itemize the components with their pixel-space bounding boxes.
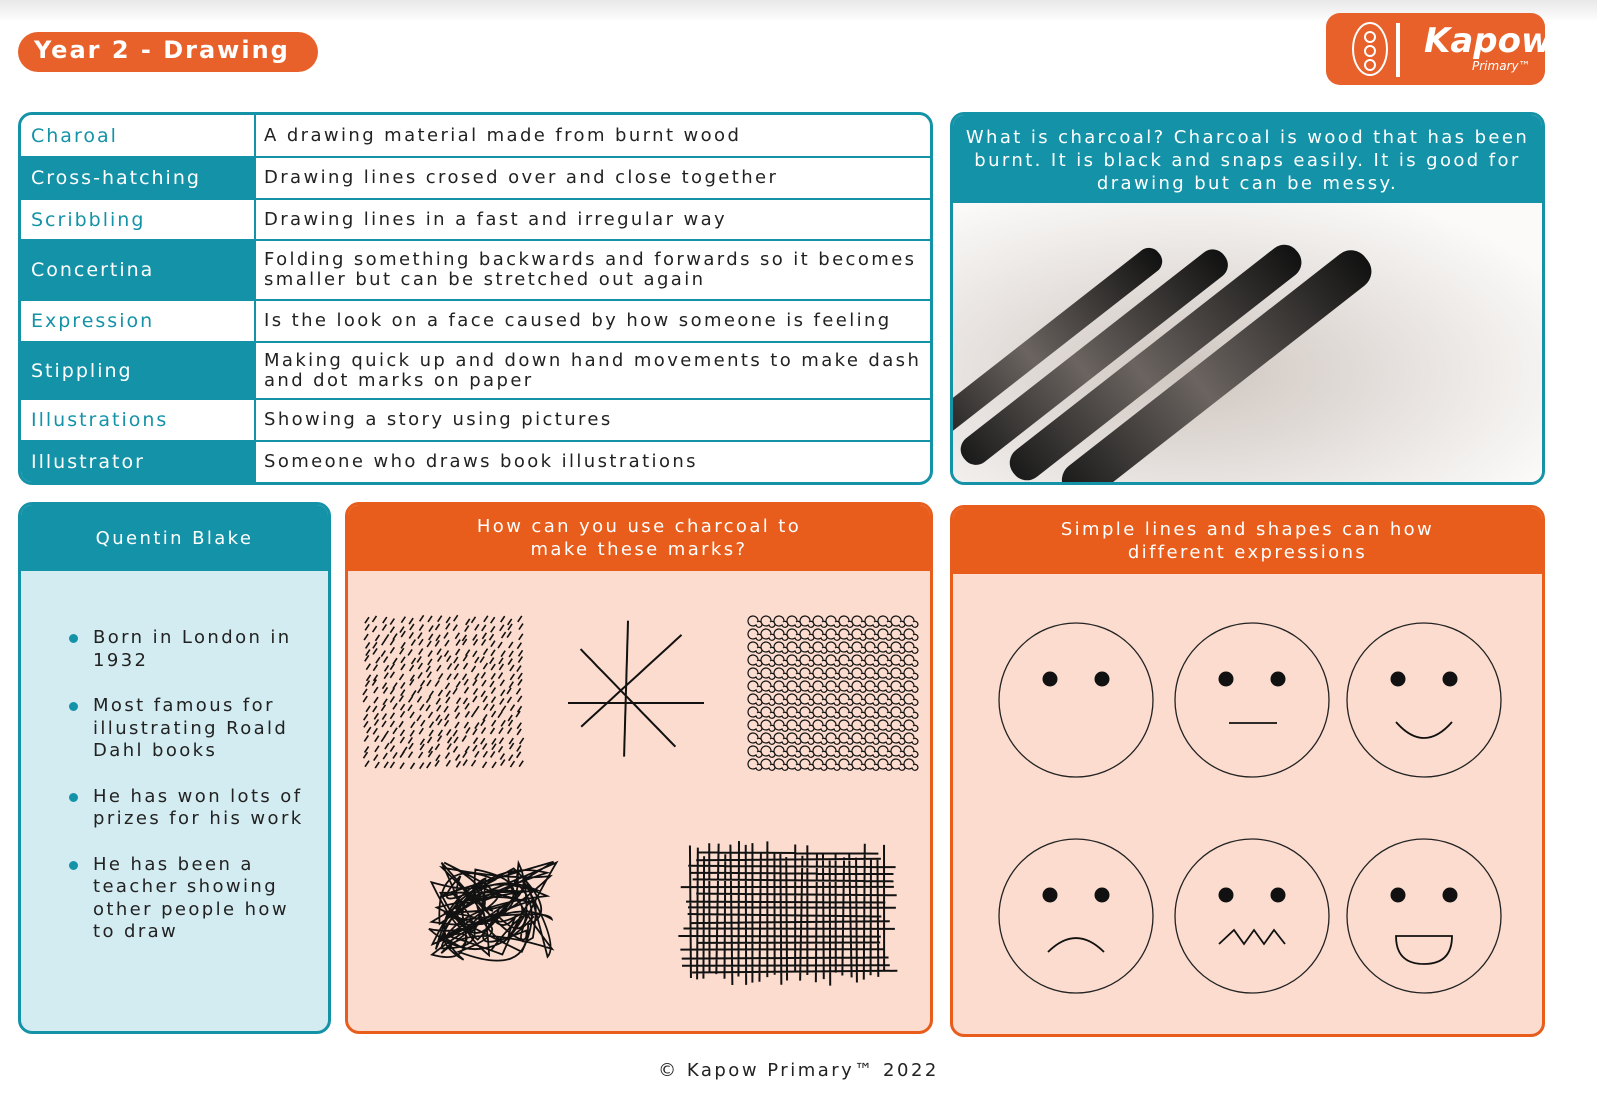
scribble-mark (429, 862, 557, 961)
marks-title: How can you use charcoal to make these marks? (348, 505, 930, 571)
vocabulary-row (21, 115, 930, 156)
bullet-icon (69, 793, 78, 802)
bullet-icon (69, 861, 78, 870)
vocabulary-term: Illustrator (21, 442, 256, 482)
vocabulary-term: Charoal (21, 115, 256, 156)
face-neutral (999, 623, 1153, 777)
faces-illustrations (953, 574, 1542, 1034)
footer-copyright: © Kapow Primary™ 2022 (658, 1060, 939, 1081)
zigzag-hatching-mark (568, 621, 704, 757)
vocabulary-term: Scribbling (21, 200, 256, 239)
face-happy-open (1347, 839, 1501, 993)
vocabulary-row (21, 198, 930, 239)
charcoal-description: What is charcoal? Charcoal is wood that has been burnt. It is black and snaps easily. It is good for drawing but can be messy. (953, 115, 1542, 203)
marks-panel (345, 502, 933, 1034)
vocabulary-term: Expression (21, 301, 256, 340)
facts-list (21, 571, 328, 944)
fact-text: Most famous for illustrating Roald Dahl books (93, 695, 289, 761)
vocabulary-definition: Showing a story using pictures (264, 408, 613, 430)
quentin-blake-panel (18, 502, 331, 1034)
face-straight-mouth (1175, 623, 1329, 777)
stippling-mark (363, 615, 524, 769)
vocabulary-row (21, 156, 930, 197)
vocabulary-definition: Drawing lines in a fast and irregular way (264, 208, 728, 230)
vocabulary-row (21, 299, 930, 340)
logo-text: Kapow (1424, 21, 1553, 61)
face-sad (999, 839, 1153, 993)
vocabulary-term: Illustrations (21, 400, 256, 439)
charcoal-info-panel (950, 112, 1545, 485)
palette-icon (1338, 13, 1418, 85)
vocabulary-row (21, 239, 930, 299)
fact-text: Born in London in 1932 (93, 627, 292, 671)
fact-item (69, 695, 308, 763)
vocabulary-term: Concertina (21, 241, 256, 299)
cross-hatching-mark (678, 841, 897, 986)
fact-item (69, 854, 308, 944)
face-smile (1347, 623, 1501, 777)
vocabulary-definition: Drawing lines crosed over and close together (264, 167, 779, 189)
vocabulary-definition: Is the look on a face caused by how someone is feeling (264, 310, 892, 332)
vocabulary-row (21, 398, 930, 439)
marks-illustrations (348, 571, 930, 1031)
bullet-icon (69, 702, 78, 711)
vocabulary-definition: Folding something backwards and forwards so it becomes smaller but can be stretched out again (264, 249, 917, 291)
face-worried (1175, 839, 1329, 993)
fact-text: He has won lots of prizes for his work (93, 785, 304, 829)
vocabulary-definition: Making quick up and down hand movements to make dash and dot marks on paper (264, 349, 922, 391)
expressions-panel (950, 505, 1545, 1037)
logo-subtext: Primary™ (1472, 59, 1531, 73)
fact-item (69, 786, 308, 831)
bullet-icon (69, 634, 78, 643)
page-title: Year 2 - Drawing (18, 32, 318, 72)
kapow-logo (1326, 13, 1553, 85)
fact-item (69, 627, 308, 672)
charcoal-photo (953, 203, 1542, 485)
vocabulary-row (21, 341, 930, 398)
vocabulary-term: Stippling (21, 343, 256, 398)
swirl-mark (748, 616, 918, 770)
vocabulary-table (18, 112, 933, 485)
fact-text: He has been a teacher showing other people how to draw (93, 853, 289, 942)
vocabulary-definition: A drawing material made from burnt wood (264, 124, 742, 146)
vocabulary-row (21, 440, 930, 482)
vocabulary-definition: Someone who draws book illustrations (264, 450, 698, 472)
quentin-blake-title: Quentin Blake (21, 505, 328, 571)
vocabulary-term: Cross-hatching (21, 158, 256, 197)
expressions-title: Simple lines and shapes can how different expressions (953, 508, 1542, 574)
